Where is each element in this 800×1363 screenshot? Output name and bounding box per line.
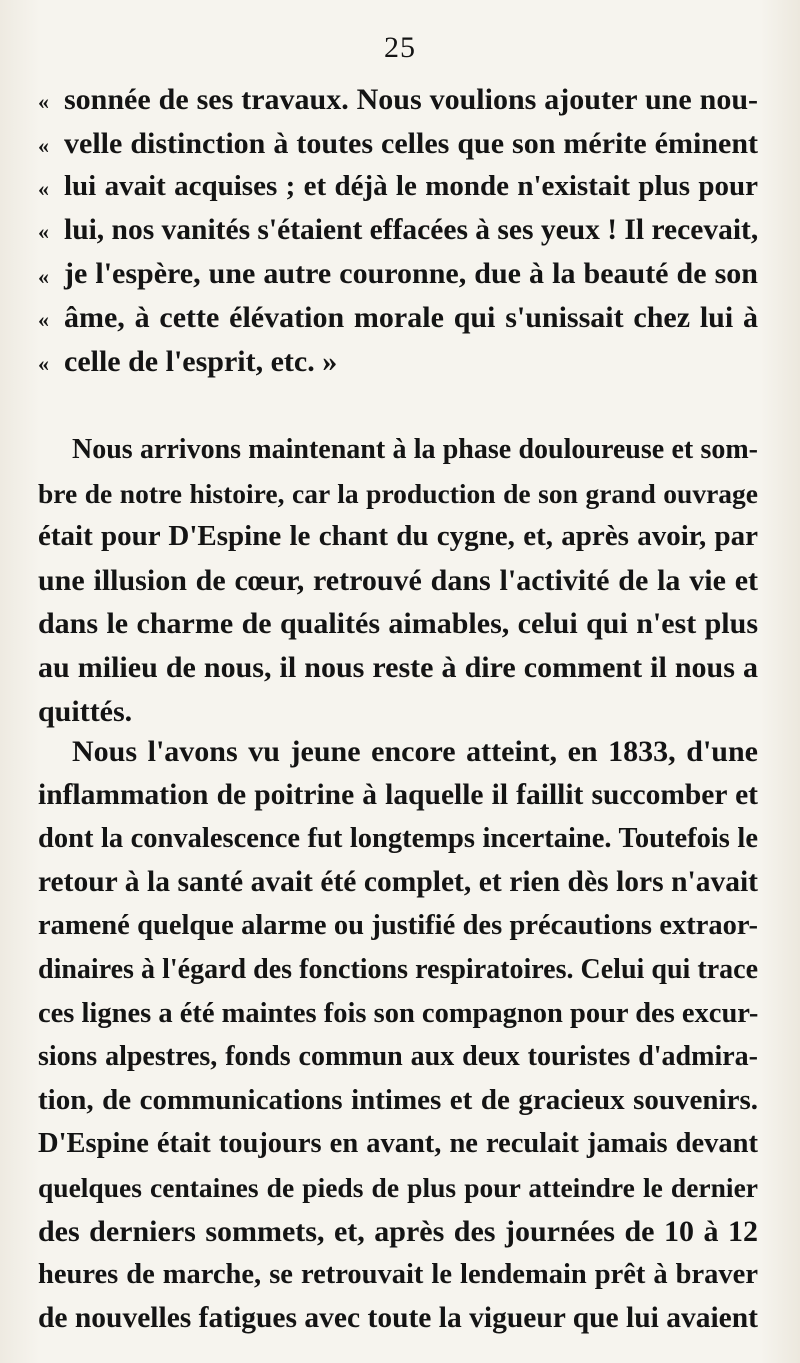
quote-marker: «: [38, 132, 49, 158]
quote-marker: «: [38, 307, 49, 333]
quote-line-text: je l'espère, une autre couronne, due à la beauté de son: [64, 257, 758, 291]
quote-line-text: âme, à cette élévation morale qui s'unissait chez lui à: [64, 300, 758, 334]
quote-marker: «: [38, 89, 49, 115]
quote-line-text: sonnée de ses travaux. Nous voulions ajouter une nou-: [64, 83, 758, 116]
paragraph-line: ramené quelque alarme ou justifié des précautions extraor-: [38, 910, 758, 942]
paragraph-line: était pour D'Espine le chant du cygne, et, après avoir, par: [38, 520, 758, 553]
paragraph-line: dinaires à l'égard des fonctions respiratoires. Celui qui trace: [38, 953, 758, 985]
paragraph-line: [38, 428, 758, 472]
quote-line: [38, 296, 758, 340]
paragraph-line: heures de marche, se retrouvait le lendemain prêt à braver: [38, 1259, 758, 1291]
page-number: 25: [384, 31, 416, 64]
paragraph-line: ces lignes a été maintes fois son compagnon pour des excur-: [38, 997, 759, 1029]
paragraph: [38, 428, 758, 733]
quote-line: [38, 122, 758, 166]
quote-marker: «: [38, 219, 49, 245]
paragraph-line: sions alpestres, fonds commun aux deux touristes d'admira-: [38, 1041, 758, 1073]
quotation-block: [38, 78, 758, 383]
quote-line: [38, 340, 758, 384]
paragraph-line: D'Espine était toujours en avant, ne reculait jamais devant: [38, 1128, 758, 1160]
paragraph-line: de nouvelles fatigues avec toute la vigueur que lui avaient: [38, 1301, 758, 1334]
quote-line: [38, 209, 758, 253]
paragraph: [38, 730, 758, 1340]
paragraph-line: au milieu de nous, il nous reste à dire comment il nous a: [38, 650, 758, 684]
quote-line: [38, 165, 758, 209]
quote-marker: «: [38, 175, 49, 201]
paragraph-line: dont la convalescence fut longtemps incertaine. Toutefois le: [38, 823, 758, 855]
paragraph-line: quelques centaines de pieds de plus pour atteindre le dernier: [38, 1171, 758, 1203]
paragraph-line: une illusion de cœur, retrouvé dans l'activité de la vie et: [38, 563, 758, 597]
paragraph-line: [38, 730, 758, 774]
paragraph-line: tion, de communications intimes et de gracieux souvenirs.: [38, 1083, 758, 1116]
line-text: Nous l'avons vu jeune encore atteint, en 1833, d'une: [72, 735, 758, 768]
paragraph-line: des derniers sommets, et, après des journées de 10 à 12: [38, 1214, 758, 1248]
quote-line-text: celle de l'esprit, etc. »: [64, 344, 338, 378]
paragraph-line: inflammation de poitrine à laquelle il faillit succomber et: [38, 778, 758, 811]
quote-line: [38, 252, 758, 296]
quote-line: [38, 78, 758, 122]
quote-marker: «: [38, 350, 49, 376]
paragraph-line: retour à la santé avait été complet, et rien dès lors n'avait: [38, 865, 758, 898]
paragraph-line: bre de notre histoire, car la production de son grand ouvrage: [38, 477, 758, 509]
quote-marker: «: [38, 263, 49, 289]
quote-line-text: velle distinction à toutes celles que son mérite éminent: [64, 126, 758, 160]
paragraph-line: dans le charme de qualités aimables, celui qui n'est plus: [38, 607, 758, 641]
paragraph-line: quittés.: [38, 694, 133, 728]
line-text: Nous arrivons maintenant à la phase douloureuse et som-: [72, 434, 758, 465]
quote-line-text: lui, nos vanités s'étaient effacées à ses yeux ! Il recevait,: [64, 213, 759, 246]
quote-line-text: lui avait acquises ; et déjà le monde n'existait plus pour: [64, 170, 758, 203]
